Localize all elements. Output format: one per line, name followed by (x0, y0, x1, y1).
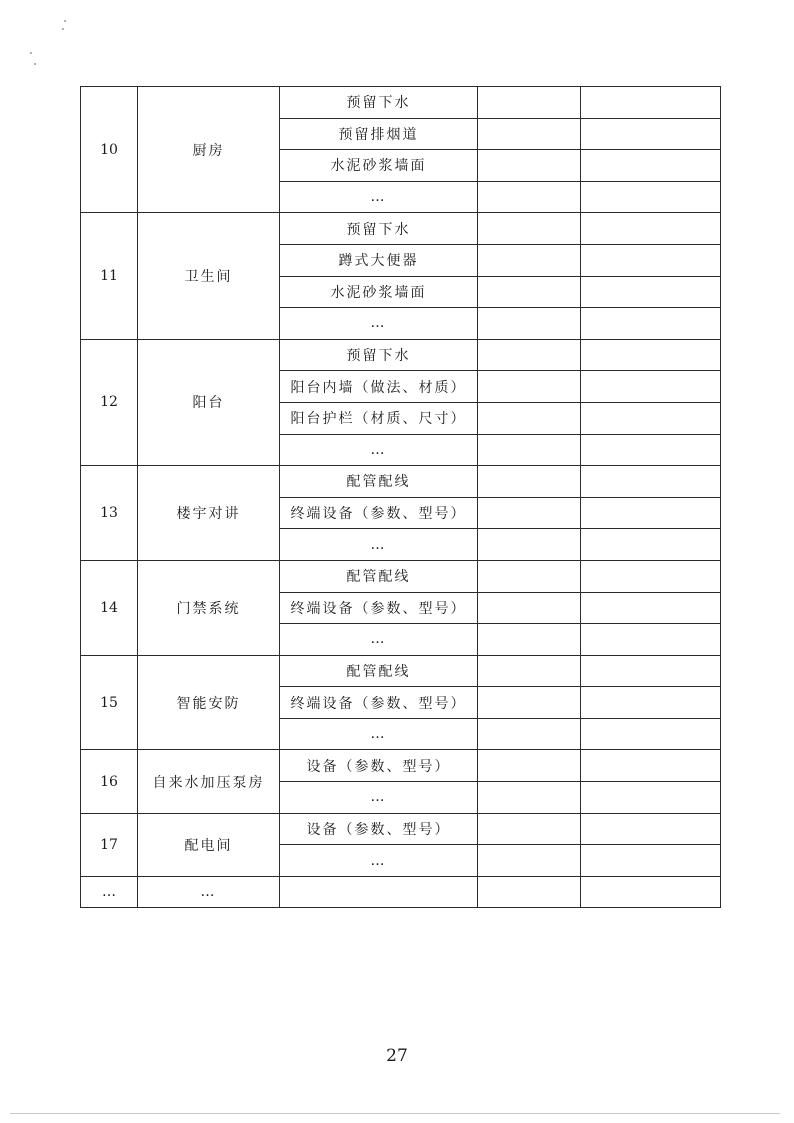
item-cell: 阳台内墙（做法、材质） (280, 371, 478, 403)
item-cell: 水泥砂浆墙面 (280, 150, 478, 182)
table-row (81, 213, 721, 245)
empty-cell (478, 529, 581, 561)
empty-cell (581, 87, 721, 119)
row-number-cell: 15 (81, 655, 138, 750)
row-number-cell: 11 (81, 213, 138, 339)
empty-cell (478, 87, 581, 119)
item-cell (280, 876, 478, 908)
empty-cell (478, 339, 581, 371)
item-cell: 配管配线 (280, 466, 478, 498)
room-name-cell: … (138, 876, 280, 908)
item-cell: 水泥砂浆墙面 (280, 276, 478, 308)
item-cell: 预留下水 (280, 339, 478, 371)
empty-cell (478, 402, 581, 434)
empty-cell (478, 244, 581, 276)
table-row (81, 466, 721, 498)
row-number-cell: 17 (81, 813, 138, 876)
item-cell: … (280, 845, 478, 877)
empty-cell (581, 782, 721, 814)
empty-cell (478, 150, 581, 182)
item-cell: 终端设备（参数、型号） (280, 687, 478, 719)
specification-table (80, 86, 721, 908)
empty-cell (581, 276, 721, 308)
empty-cell (478, 845, 581, 877)
table-row (81, 655, 721, 687)
item-cell: 配管配线 (280, 560, 478, 592)
scan-speck (64, 20, 66, 22)
table-row (81, 560, 721, 592)
empty-cell (581, 624, 721, 656)
empty-cell (478, 876, 581, 908)
empty-cell (581, 876, 721, 908)
empty-cell (478, 560, 581, 592)
empty-cell (581, 308, 721, 340)
empty-cell (581, 118, 721, 150)
empty-cell (581, 150, 721, 182)
room-name-cell: 阳台 (138, 339, 280, 465)
item-cell: … (280, 624, 478, 656)
empty-cell (478, 624, 581, 656)
item-cell: … (280, 782, 478, 814)
room-name-cell: 配电间 (138, 813, 280, 876)
page-bottom-edge (10, 1113, 780, 1114)
empty-cell (581, 592, 721, 624)
item-cell: … (280, 529, 478, 561)
item-cell: 预留排烟道 (280, 118, 478, 150)
item-cell: 预留下水 (280, 87, 478, 119)
empty-cell (478, 308, 581, 340)
room-name-cell: 智能安防 (138, 655, 280, 750)
table-row (81, 813, 721, 845)
item-cell: … (280, 308, 478, 340)
empty-cell (478, 813, 581, 845)
empty-cell (478, 213, 581, 245)
item-cell: 预留下水 (280, 213, 478, 245)
empty-cell (478, 718, 581, 750)
specification-table-body (81, 87, 721, 908)
item-cell: … (280, 181, 478, 213)
empty-cell (581, 434, 721, 466)
row-number-cell: 14 (81, 560, 138, 655)
item-cell: … (280, 434, 478, 466)
item-cell: 阳台护栏（材质、尺寸） (280, 402, 478, 434)
empty-cell (581, 371, 721, 403)
scan-speck (34, 63, 36, 65)
empty-cell (478, 687, 581, 719)
room-name-cell: 自来水加压泵房 (138, 750, 280, 813)
row-number-cell: 12 (81, 339, 138, 465)
empty-cell (581, 750, 721, 782)
empty-cell (581, 687, 721, 719)
row-number-cell: 13 (81, 466, 138, 561)
item-cell: 蹲式大便器 (280, 244, 478, 276)
empty-cell (581, 529, 721, 561)
scan-speck (62, 28, 64, 30)
empty-cell (581, 402, 721, 434)
empty-cell (581, 244, 721, 276)
empty-cell (478, 434, 581, 466)
empty-cell (581, 845, 721, 877)
empty-cell (581, 497, 721, 529)
empty-cell (478, 118, 581, 150)
empty-cell (478, 276, 581, 308)
empty-cell (581, 181, 721, 213)
empty-cell (478, 655, 581, 687)
item-cell: 设备（参数、型号） (280, 750, 478, 782)
scan-speck (30, 52, 32, 54)
table-row (81, 750, 721, 782)
page-number: 27 (386, 1046, 408, 1066)
item-cell: 配管配线 (280, 655, 478, 687)
room-name-cell: 门禁系统 (138, 560, 280, 655)
empty-cell (478, 592, 581, 624)
item-cell: … (280, 718, 478, 750)
empty-cell (478, 371, 581, 403)
empty-cell (478, 750, 581, 782)
item-cell: 终端设备（参数、型号） (280, 497, 478, 529)
empty-cell (581, 718, 721, 750)
room-name-cell: 卫生间 (138, 213, 280, 339)
table-row (81, 339, 721, 371)
table-row (81, 876, 721, 908)
item-cell: 设备（参数、型号） (280, 813, 478, 845)
empty-cell (581, 813, 721, 845)
empty-cell (581, 560, 721, 592)
item-cell: 终端设备（参数、型号） (280, 592, 478, 624)
empty-cell (478, 466, 581, 498)
room-name-cell: 楼宇对讲 (138, 466, 280, 561)
empty-cell (478, 782, 581, 814)
row-number-cell: 10 (81, 87, 138, 213)
row-number-cell: … (81, 876, 138, 908)
empty-cell (581, 339, 721, 371)
empty-cell (581, 466, 721, 498)
empty-cell (478, 181, 581, 213)
empty-cell (478, 497, 581, 529)
row-number-cell: 16 (81, 750, 138, 813)
table-row (81, 87, 721, 119)
empty-cell (581, 655, 721, 687)
empty-cell (581, 213, 721, 245)
room-name-cell: 厨房 (138, 87, 280, 213)
